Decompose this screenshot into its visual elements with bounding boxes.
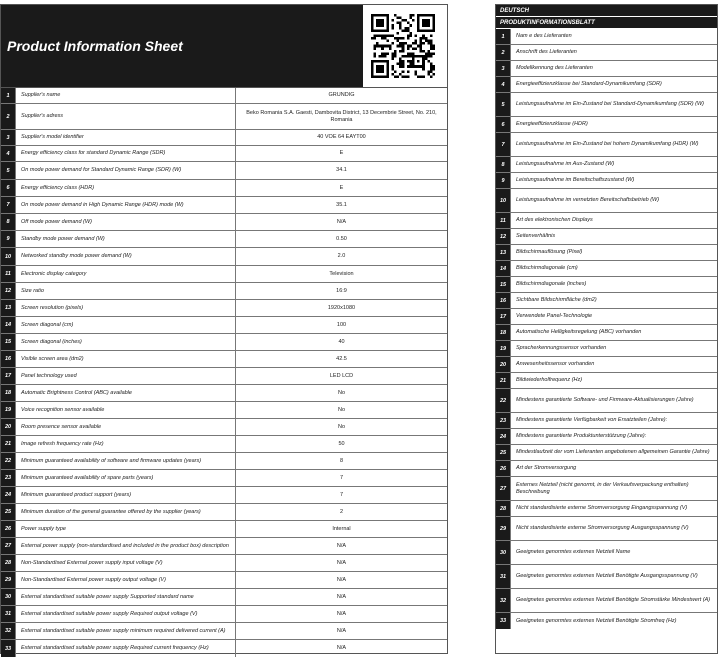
table-row	[1, 504, 447, 521]
row-label: Electronic display category	[16, 266, 236, 282]
row-value: N/A	[336, 593, 347, 600]
row-label: Networked standby mode power demand (W)	[16, 248, 236, 265]
row-value: 7	[339, 474, 344, 481]
row-label: Energy efficiency class for standard Dynamic Range (SDR)	[16, 146, 236, 161]
table-row	[496, 277, 717, 293]
row-label: Image refresh frequency rate (Hz)	[16, 436, 236, 452]
table-row	[496, 501, 717, 517]
row-number: 23	[496, 413, 511, 428]
row-number: 4	[1, 146, 16, 161]
row-label: Energieeffizienzklasse bei Standard-Dynamikumfang (SDR)	[516, 81, 662, 87]
row-label: Sichtbare Bildschirmfläche (dm2)	[516, 297, 597, 303]
row-label: Nicht standardisierte externe Stromversorgung Eingangsspannung (V)	[516, 505, 688, 511]
row-number: 7	[496, 133, 511, 156]
row-label: On mode power demand for Standard Dynamic Range (SDR) (W)	[16, 162, 236, 179]
row-value: 0.50	[336, 235, 347, 242]
table-row	[496, 541, 717, 565]
row-value: LED LCD	[329, 372, 354, 379]
row-number: 29	[1, 572, 16, 588]
row-label: Screen diagonal (cm)	[16, 317, 236, 333]
table-row	[1, 197, 447, 214]
table-row	[496, 77, 717, 93]
table-row	[496, 373, 717, 389]
row-label: External standardised suitable power supply Supported standard name	[16, 589, 236, 605]
table-row	[496, 613, 717, 629]
row-number: 6	[496, 117, 511, 132]
table-row	[496, 45, 717, 61]
row-number: 2	[1, 104, 16, 129]
row-label: Energieeffizienzklasse (HDR)	[516, 121, 588, 127]
row-value: N/A	[336, 610, 347, 617]
row-value: No	[337, 389, 346, 396]
row-value: N/A	[336, 218, 347, 225]
row-label: Leistungsaufnahme im Ein-Zustand bei hohem Dynamikumfang (HDR) (W)	[516, 141, 699, 147]
row-value: N/A	[336, 627, 347, 634]
row-label: Screen resolution (pixels)	[16, 300, 236, 316]
row-label: Energy efficiency class (HDR)	[16, 180, 236, 196]
table-row	[496, 133, 717, 157]
row-label: Mindestens garantierte Software- und Firmware-Aktualisierungen (Jahre)	[516, 397, 694, 403]
row-value: 40	[338, 338, 345, 345]
table-row	[1, 623, 447, 640]
row-label: Off mode power demand (W)	[16, 214, 236, 230]
row-label: Geeignetes genormtes externes Netzteil Name	[516, 549, 631, 555]
row-label: Screen diagonal (inches)	[16, 334, 236, 350]
table-row	[1, 640, 447, 657]
table-row	[1, 470, 447, 487]
row-number: 5	[1, 162, 16, 179]
row-value: Beko Romania S.A. Gaesti, Dambovita District, 13 Decembrie Street, No. 210, Romania	[246, 109, 437, 123]
language-heading: DEUTSCH	[496, 5, 717, 17]
row-value: N/A	[336, 559, 347, 566]
row-label: Geeignetes genormtes externes Netzteil Benötigte Stromfreq (Hz)	[516, 617, 677, 624]
row-label: Automatische Helligkeitsregelung (ABC) vorhanden	[516, 329, 642, 335]
row-value: No	[337, 423, 346, 430]
table-row	[496, 229, 717, 245]
row-number: 12	[1, 283, 16, 299]
row-label: Bildwiederholfrequenz (Hz)	[516, 377, 583, 383]
table-row	[1, 300, 447, 317]
row-number: 10	[1, 248, 16, 265]
table-row	[496, 29, 717, 45]
table-row	[1, 419, 447, 436]
row-number: 11	[1, 266, 16, 282]
row-value: 100	[336, 321, 347, 328]
row-number: 28	[1, 555, 16, 571]
row-number: 9	[1, 231, 16, 247]
row-value: E	[339, 184, 344, 191]
row-number: 18	[1, 385, 16, 401]
row-number: 25	[496, 445, 511, 460]
table-row	[1, 572, 447, 589]
row-number: 29	[496, 517, 511, 540]
row-label: Non-Standardised External power supply output voltage (V)	[16, 572, 236, 588]
row-number: 17	[1, 368, 16, 384]
table-row	[1, 589, 447, 606]
row-label: External standardised suitable power supply minimum required delivered current (A)	[16, 623, 236, 639]
row-number: 15	[496, 277, 511, 292]
row-label: Nam e des Lieferanten	[516, 33, 572, 39]
row-label: Mindestlaufzeit der vom Lieferanten angebotenen allgemeinen Garantie (Jahre)	[516, 449, 710, 455]
table-row	[1, 317, 447, 334]
row-label: External power supply (non-standardised and included in the product box) description	[16, 538, 236, 554]
row-label: On mode power demand in High Dynamic Range (HDR) mode (W)	[16, 197, 236, 213]
table-row	[496, 341, 717, 357]
row-label: Seitenverhältnis	[516, 233, 556, 239]
row-number: 11	[496, 213, 511, 228]
row-value: N/A	[336, 645, 347, 651]
table-row	[496, 325, 717, 341]
row-label: Spracherkennungssensor vorhanden	[516, 345, 607, 351]
row-label: Anschrift des Lieferanten	[516, 49, 577, 55]
table-row	[496, 173, 717, 189]
row-label: Size ratio	[16, 283, 236, 299]
row-number: 13	[1, 300, 16, 316]
row-number: 8	[1, 214, 16, 230]
row-number: 20	[1, 419, 16, 435]
sheet-title: Product Information Sheet	[1, 5, 363, 87]
row-number: 25	[1, 504, 16, 520]
row-label: Power supply type	[16, 521, 236, 537]
row-value: 7	[339, 491, 344, 498]
row-number: 2	[496, 45, 511, 60]
sheet-header	[1, 5, 447, 88]
row-number: 18	[496, 325, 511, 340]
row-number: 12	[496, 229, 511, 244]
row-number: 22	[496, 389, 511, 412]
row-label: Nicht standardisierte externe Stromversorgung Ausgangsspannung (V)	[516, 525, 689, 531]
row-label: Supplier's model identifier	[16, 130, 236, 145]
row-number: 33	[496, 613, 511, 629]
row-label: Panel technology used	[16, 368, 236, 384]
row-value: 2.0	[337, 253, 346, 259]
table-row	[496, 61, 717, 77]
row-value: E	[339, 150, 344, 156]
table-row	[1, 214, 447, 231]
table-row	[1, 130, 447, 146]
row-value: Internal	[332, 525, 351, 532]
row-label: Modellkennung des Lieferanten	[516, 65, 593, 71]
row-value: Television	[329, 270, 354, 277]
table-row	[1, 162, 447, 180]
table-row	[1, 351, 447, 368]
table-row	[1, 180, 447, 197]
row-number: 33	[1, 640, 16, 657]
row-number: 7	[1, 197, 16, 213]
row-value: 50	[338, 440, 345, 447]
table-row	[496, 477, 717, 501]
table-row	[496, 189, 717, 213]
row-number: 19	[496, 341, 511, 356]
row-label: Supplier's name	[16, 88, 236, 103]
row-number: 14	[496, 261, 511, 276]
row-number: 3	[1, 130, 16, 145]
row-number: 14	[1, 317, 16, 333]
row-label: Visible screen area (dm2)	[16, 351, 236, 367]
row-label: Non-Standardised External power supply input voltage (V)	[16, 555, 236, 571]
product-information-sheet-german	[495, 4, 718, 654]
row-label: Supplier's adress	[16, 104, 236, 129]
qr-code[interactable]	[371, 14, 435, 78]
row-number: 16	[496, 293, 511, 308]
table-row	[496, 293, 717, 309]
row-number: 15	[1, 334, 16, 350]
table-row	[1, 487, 447, 504]
table-row	[1, 436, 447, 453]
row-number: 26	[1, 521, 16, 537]
table-row	[496, 389, 717, 413]
row-label: Minimum duration of the general guarantee offered by the supplier (years)	[16, 504, 236, 520]
table-row	[496, 245, 717, 261]
table-row	[496, 261, 717, 277]
table-row	[1, 334, 447, 351]
table-row	[1, 248, 447, 266]
row-number: 4	[496, 77, 511, 92]
row-number: 26	[496, 461, 511, 476]
row-number: 6	[1, 180, 16, 196]
table-row	[1, 104, 447, 130]
row-number: 31	[1, 606, 16, 622]
row-number: 1	[496, 29, 511, 44]
table-row	[1, 538, 447, 555]
row-label: Mindestens garantierte Produktunterstützung (Jahre):	[516, 433, 647, 439]
row-number: 21	[496, 373, 511, 388]
row-number: 8	[496, 157, 511, 172]
row-number: 31	[496, 565, 511, 588]
row-label: Geeignetes genormtes externes Netzteil Benötigte Ausgangsspannung (V)	[516, 573, 698, 579]
row-label: Geeignetes genormtes externes Netzteil Benötigte Stromstärke Mindestwert (A)	[516, 597, 711, 603]
row-value: 35.1	[336, 201, 347, 208]
table-row	[496, 517, 717, 541]
row-label: Minimum guaranteed availability of spare parts (years)	[16, 470, 236, 486]
row-label: Art der Stromversorgung	[516, 465, 577, 471]
table-row	[1, 283, 447, 300]
row-label: Leistungsaufnahme im Bereitschaftszustand (W)	[516, 177, 635, 183]
row-label: Externes Netzteil (nicht genormt, in der Verkaufsverpackung enthalten) Beschreibung	[516, 481, 689, 495]
sheet-title-german: PRODUKTINFORMATIONSBLATT	[496, 17, 717, 29]
row-number: 27	[1, 538, 16, 554]
row-value: 2	[339, 508, 344, 515]
table-row	[496, 309, 717, 325]
row-number: 5	[496, 93, 511, 116]
table-row	[1, 402, 447, 419]
row-label: Room presence sensor available	[16, 419, 236, 435]
row-label: Voice recognition sensor available	[16, 402, 236, 418]
row-number: 9	[496, 173, 511, 188]
row-label: Leistungsaufnahme im Aus-Zustand (W)	[516, 161, 615, 167]
row-label: Verwendete Panel-Technologie	[516, 313, 593, 319]
row-number: 1	[1, 88, 16, 103]
row-label: Automatic Brightness Control (ABC) available	[16, 385, 236, 401]
row-number: 30	[496, 541, 511, 564]
table-row	[1, 368, 447, 385]
row-number: 17	[496, 309, 511, 324]
table-row	[1, 231, 447, 248]
row-number: 30	[1, 589, 16, 605]
table-row	[496, 589, 717, 613]
table-row	[1, 385, 447, 402]
row-number: 20	[496, 357, 511, 372]
table-row	[496, 413, 717, 429]
row-number: 13	[496, 245, 511, 260]
row-label: Bildschirmdiagonale (inches)	[516, 281, 587, 287]
table-row	[496, 445, 717, 461]
row-number: 3	[496, 61, 511, 76]
row-value: 40 VOE 64 EAYT00	[317, 134, 366, 140]
row-value: No	[337, 406, 346, 413]
row-label: Art des elektronischen Displays	[516, 217, 593, 223]
row-label: External standardised suitable power supply Required output voltage (V)	[16, 606, 236, 622]
table-row	[1, 521, 447, 538]
row-label: Anwesenheitssensor vorhanden	[516, 361, 595, 367]
spec-table-german	[496, 29, 717, 654]
table-row	[1, 555, 447, 572]
table-row	[1, 146, 447, 162]
table-row	[496, 429, 717, 445]
table-row	[1, 453, 447, 470]
row-label: Standby mode power demand (W)	[16, 231, 236, 247]
row-number: 32	[496, 589, 511, 612]
row-label: Leistungsaufnahme im Ein-Zustand bei Standard-Dynamikumfang (SDR) (W)	[516, 101, 704, 107]
row-value: 8	[339, 457, 344, 464]
row-label: Minimum guaranteed product support (years)	[16, 487, 236, 503]
row-number: 23	[1, 470, 16, 486]
row-value: N/A	[336, 576, 347, 583]
row-value: 1920x1080	[327, 304, 356, 311]
table-row	[496, 117, 717, 133]
table-row	[496, 213, 717, 229]
product-information-sheet-english	[0, 4, 448, 654]
row-number: 28	[496, 501, 511, 516]
row-value: 34.1	[336, 167, 347, 173]
table-row	[1, 606, 447, 623]
table-row	[496, 461, 717, 477]
row-number: 24	[1, 487, 16, 503]
row-number: 27	[496, 477, 511, 500]
table-row	[1, 266, 447, 283]
row-label: Bildschirmdiagonale (cm)	[516, 265, 578, 271]
table-row	[1, 88, 447, 104]
row-number: 32	[1, 623, 16, 639]
table-row	[496, 565, 717, 589]
row-value: 16:9	[336, 287, 347, 294]
table-row	[496, 157, 717, 173]
row-number: 19	[1, 402, 16, 418]
row-number: 24	[496, 429, 511, 444]
spec-table	[1, 88, 447, 654]
row-label: Leistungsaufnahme im vernetzten Bereitschaftsbetrieb (W)	[516, 197, 660, 203]
table-row	[496, 357, 717, 373]
row-number: 22	[1, 453, 16, 469]
table-row	[496, 93, 717, 117]
row-value: N/A	[336, 542, 347, 549]
row-number: 10	[496, 189, 511, 212]
row-value: 42.5	[336, 355, 347, 362]
row-value: GRUNDIG	[328, 92, 355, 98]
row-label: Mindestens garantierte Verfügbarkeit von Ersatzteilen (Jahre):	[516, 417, 668, 423]
row-label: Bildschirmauflösung (Pixel)	[516, 249, 583, 255]
row-label: External standardised suitable power supply Required current frequency (Hz)	[16, 640, 236, 657]
row-number: 16	[1, 351, 16, 367]
row-number: 21	[1, 436, 16, 452]
row-label: Minimum guaranteed availability of software and firmware updates (years)	[16, 453, 236, 469]
